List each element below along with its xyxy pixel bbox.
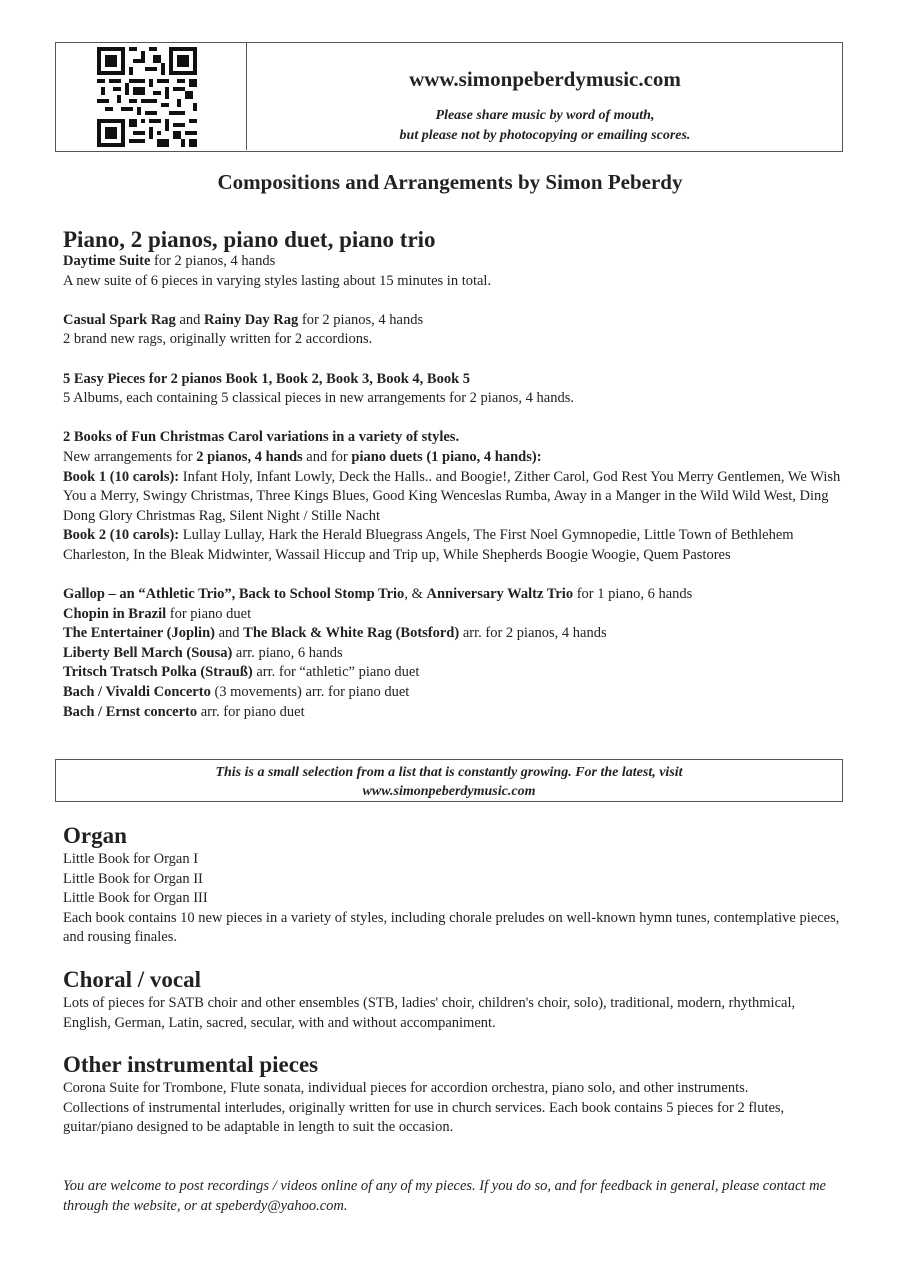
book1-text: Infant Holy, Infant Lowly, Deck the Halls.. and Boogie!, Zither Carol, God Rest You Merry Gentlemen, We Wish You a Merry, Swingy Christmas, Three Kings Blues, Good King Wenceslas Rumba, Away in a Manger in the Wild Wild West, Ding Dong Glory Christmas Rag, Silent Night / Stille Nacht — [63, 468, 841, 524]
organ-desc: Each book contains 10 new pieces in a variety of styles, including chorale preludes on well-known hymn tunes, contemplative pieces, and rousing finales. — [63, 909, 840, 946]
choral-desc: Lots of pieces for SATB choir and other ensembles (STB, ladies' choir, children's choir, solo), traditional, modern, rhythmical, English, German, Latin, sacred, secular, with and without accompaniment. — [63, 995, 796, 1031]
liberty-a: Liberty Bell March (Sousa) — [63, 644, 233, 661]
xmas-line-c: and for — [302, 448, 352, 465]
xmas-title-text: 2 Books of Fun Christmas Carol variations in a variety of styles. — [63, 429, 460, 446]
gallop-line — [63, 585, 843, 605]
header-box — [55, 42, 843, 152]
header-note — [246, 106, 844, 146]
xmas-title — [63, 428, 843, 448]
other-body — [63, 1079, 843, 1138]
xmas-line — [63, 448, 843, 468]
tritsch-line — [63, 663, 843, 683]
entertainer-a: The Entertainer (Joplin) — [63, 625, 215, 642]
easy-pieces-title-text: 5 Easy Pieces for 2 pianos Book 1, Book 2, Book 3, Book 4, Book 5 — [63, 370, 471, 387]
choral-heading: Choral / vocal — [63, 967, 201, 992]
rags-for: for 2 pianos, 4 hands — [298, 311, 424, 328]
piano-heading: Piano, 2 pianos, piano duet, piano trio — [63, 227, 436, 252]
page-title: Compositions and Arrangements by Simon Peberdy — [217, 170, 683, 194]
organ-body — [63, 850, 843, 948]
rainy-day-rag: Rainy Day Rag — [204, 311, 299, 328]
ernst-a: Bach / Ernst concerto — [63, 703, 198, 720]
book2-line — [63, 526, 843, 565]
entertainer-d: arr. for 2 pianos, 4 hands — [459, 625, 607, 642]
gallop-a: Gallop – an “Athletic Trio”, Back to School Stomp Trio — [63, 586, 405, 603]
vivaldi-line — [63, 683, 843, 703]
other-desc-1: Corona Suite for Trombone, Flute sonata, individual pieces for accordion orchestra, piano solo, and other instruments. — [63, 1080, 749, 1096]
gallop-d: for 1 piano, 6 hands — [573, 586, 693, 603]
tritsch-b: arr. for “athletic” piano duet — [252, 664, 420, 681]
xmas-line-b: 2 pianos, 4 hands — [196, 448, 303, 465]
book2-label: Book 2 (10 carols): — [63, 527, 180, 544]
liberty-b: arr. piano, 6 hands — [232, 644, 343, 661]
chopin-line — [63, 605, 843, 625]
entertainer-c: The Black & White Rag (Botsford) — [243, 625, 460, 642]
daytime-suite-desc: A new suite of 6 pieces in varying styles lasting about 15 minutes in total. — [63, 272, 492, 289]
organ-heading: Organ — [63, 823, 127, 848]
liberty-line — [63, 644, 843, 664]
xmas-line-d: piano duets (1 piano, 4 hands): — [351, 448, 542, 465]
casual-spark-rag: Casual Spark Rag — [63, 311, 176, 328]
daytime-suite-title: Daytime Suite — [63, 253, 151, 269]
chopin-b: for piano duet — [166, 605, 252, 622]
daytime-suite-for: for 2 pianos, 4 hands — [150, 253, 276, 269]
ernst-b: arr. for piano duet — [197, 703, 305, 720]
daytime-suite-line — [63, 252, 843, 272]
qr-cell — [56, 43, 247, 150]
header-note-line2: but please not by photocopying or emailing scores. — [399, 128, 691, 143]
footer-note: You are welcome to post recordings / videos online of any of my pieces. If you do so, and for feedback in general, please contact me through the website, or at speberdy@yahoo.com. — [63, 1178, 826, 1214]
piano-section-body — [63, 252, 843, 722]
book1-label: Book 1 (10 carols): — [63, 468, 180, 485]
tritsch-a: Tritsch Tratsch Polka (Strauß) — [63, 664, 253, 681]
notice-line2[interactable]: www.simonpeberdymusic.com — [362, 784, 536, 799]
other-heading: Other instrumental pieces — [63, 1052, 319, 1077]
entertainer-b: and — [214, 625, 244, 642]
rags-and: and — [175, 311, 204, 328]
qr-code-icon[interactable] — [97, 47, 197, 147]
organ-item-3: Little Book for Organ III — [63, 890, 208, 907]
xmas-line-a: New arrangements for — [63, 448, 197, 465]
rags-line — [63, 311, 843, 331]
book1-line — [63, 468, 843, 527]
gallop-b: , & — [404, 586, 427, 603]
header-website[interactable]: www.simonpeberdymusic.com — [409, 67, 681, 91]
entertainer-line — [63, 624, 843, 644]
organ-item-2: Little Book for Organ II — [63, 870, 203, 887]
chopin-a: Chopin in Brazil — [63, 605, 167, 622]
book2-text: Lullay Lullay, Hark the Herald Bluegrass Angels, The First Noel Gymnopedie, Little Town of Bethlehem Charleston, In the Bleak Midwinter, Wassail Hiccup and Trip up, While Shepherds Boogie Woogie, Quem Pastores — [63, 527, 794, 563]
other-desc-2: Collections of instrumental interludes, originally written for use in church services. Each book contains 5 pieces for 2 flutes, guitar/piano designed to be adaptable in length to suit the occasion. — [63, 1099, 785, 1136]
notice-line1: This is a small selection from a list that is constantly growing. For the latest, visit — [215, 765, 683, 780]
easy-pieces-desc: 5 Albums, each containing 5 classical pieces in new arrangements for 2 pianos, 4 hands. — [63, 390, 574, 407]
notice-box — [55, 759, 843, 802]
organ-item-1: Little Book for Organ I — [63, 851, 199, 867]
vivaldi-b: (3 movements) arr. for piano duet — [210, 684, 410, 701]
rags-desc: 2 brand new rags, originally written for 2 accordions. — [63, 331, 373, 348]
header-note-line1: Please share music by word of mouth, — [435, 108, 655, 123]
easy-pieces-title — [63, 370, 843, 390]
vivaldi-a: Bach / Vivaldi Concerto — [63, 684, 211, 701]
gallop-c: Anniversary Waltz Trio — [426, 586, 574, 603]
choral-body — [63, 994, 843, 1033]
ernst-line — [63, 703, 843, 723]
